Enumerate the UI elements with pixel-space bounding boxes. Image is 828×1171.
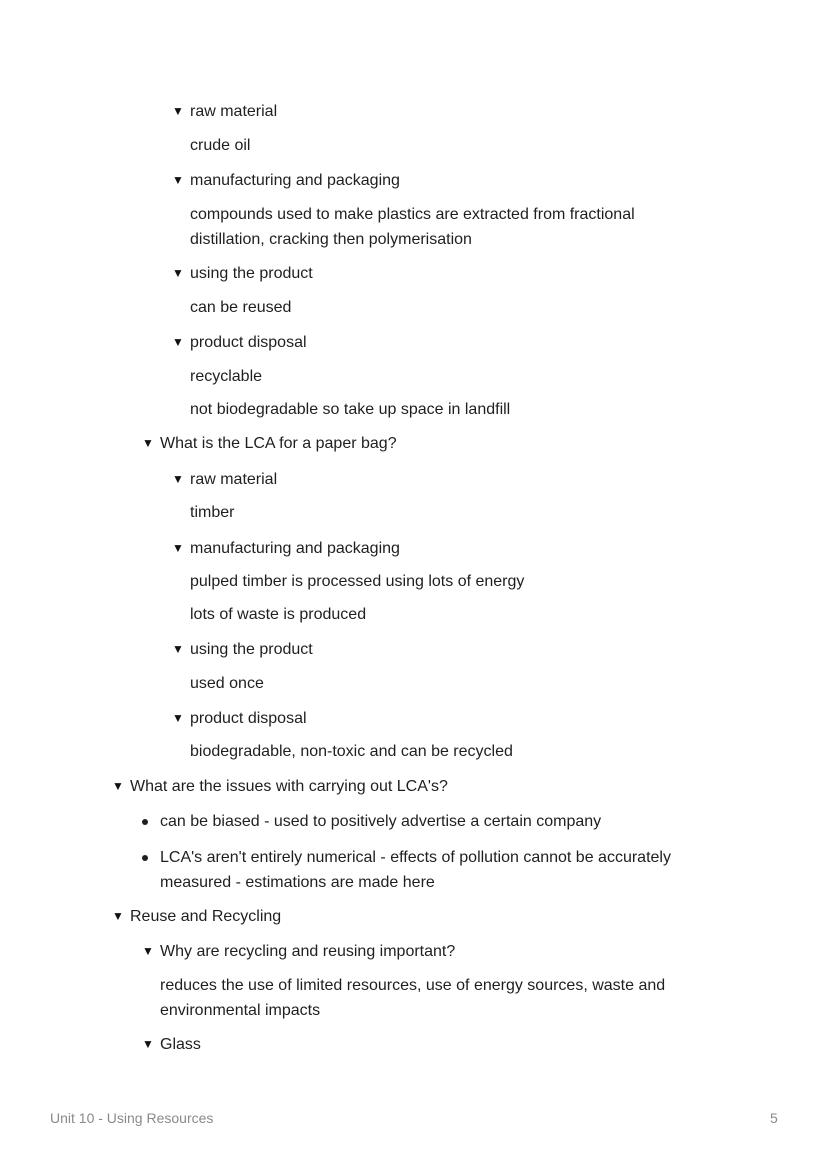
toggle-heading-using-product[interactable]: using the product (190, 641, 313, 658)
text-lots-of-waste: lots of waste is produced (190, 606, 367, 623)
toggle-heading-lca-issues[interactable]: What are the issues with carrying out LCA's? (130, 778, 448, 795)
text-not-biodegradable: not biodegradable so take up space in landfill (190, 401, 511, 418)
bullet-dot-icon (142, 855, 148, 861)
triangle-down-icon[interactable]: ▼ (112, 909, 124, 923)
triangle-down-icon[interactable]: ▼ (172, 266, 184, 280)
triangle-down-icon[interactable]: ▼ (172, 173, 184, 187)
text-why-recycle-line-2: environmental impacts (160, 1002, 321, 1019)
triangle-down-icon[interactable]: ▼ (142, 944, 154, 958)
text-biodegradable: biodegradable, non-toxic and can be recycled (190, 743, 513, 760)
toggle-heading-manufacturing[interactable]: manufacturing and packaging (190, 172, 400, 189)
bullet-dot-icon (142, 819, 148, 825)
toggle-heading-reuse-recycling[interactable]: Reuse and Recycling (130, 908, 282, 925)
toggle-heading-paper-bag-lca[interactable]: What is the LCA for a paper bag? (160, 435, 397, 452)
triangle-down-icon[interactable]: ▼ (112, 779, 124, 793)
text-why-recycle-line-1: reduces the use of limited resources, use of energy sources, waste and (160, 977, 666, 994)
triangle-down-icon[interactable]: ▼ (142, 1037, 154, 1051)
toggle-heading-product-disposal[interactable]: product disposal (190, 710, 307, 727)
toggle-heading-using-product[interactable]: using the product (190, 265, 313, 282)
triangle-down-icon[interactable]: ▼ (172, 472, 184, 486)
toggle-heading-why-recycle[interactable]: Why are recycling and reusing important? (160, 943, 456, 960)
page-number: 5 (770, 1110, 778, 1126)
footer-title: Unit 10 - Using Resources (50, 1110, 214, 1126)
toggle-heading-glass[interactable]: Glass (160, 1036, 201, 1053)
text-manufacturing-line-2: distillation, cracking then polymerisation (190, 231, 472, 248)
bullet-text-not-numerical-line-2: measured - estimations are made here (160, 874, 435, 891)
triangle-down-icon[interactable]: ▼ (172, 335, 184, 349)
triangle-down-icon[interactable]: ▼ (172, 541, 184, 555)
triangle-down-icon[interactable]: ▼ (172, 642, 184, 656)
text-crude-oil: crude oil (190, 137, 251, 154)
toggle-heading-raw-material[interactable]: raw material (190, 103, 278, 120)
toggle-heading-raw-material[interactable]: raw material (190, 471, 278, 488)
triangle-down-icon[interactable]: ▼ (172, 104, 184, 118)
bullet-text-biased: can be biased - used to positively advertise a certain company (160, 813, 602, 830)
triangle-down-icon[interactable]: ▼ (172, 711, 184, 725)
text-can-be-reused: can be reused (190, 299, 292, 316)
text-pulped-timber: pulped timber is processed using lots of energy (190, 573, 525, 590)
triangle-down-icon[interactable]: ▼ (142, 436, 154, 450)
text-recyclable: recyclable (190, 368, 263, 385)
text-manufacturing-line-1: compounds used to make plastics are extracted from fractional (190, 206, 635, 223)
bullet-text-not-numerical-line-1: LCA's aren't entirely numerical - effects of pollution cannot be accurately (160, 849, 671, 866)
text-timber: timber (190, 504, 235, 521)
toggle-heading-product-disposal[interactable]: product disposal (190, 334, 307, 351)
text-used-once: used once (190, 675, 264, 692)
toggle-heading-manufacturing[interactable]: manufacturing and packaging (190, 540, 400, 557)
